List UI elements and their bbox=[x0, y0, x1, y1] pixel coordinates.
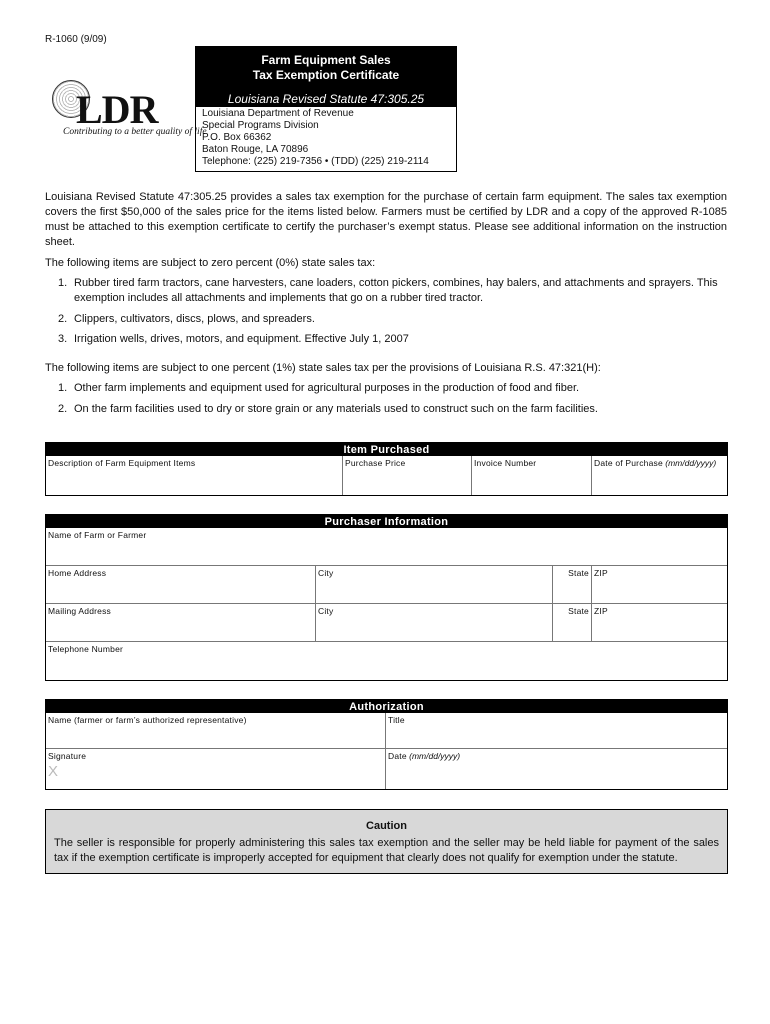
title-line-2: Tax Exemption Certificate bbox=[252, 68, 400, 82]
section-title: Authorization bbox=[46, 700, 727, 713]
one-rate-item: 1. Other farm implements and equipment used for agricultural purposes in the production of food and fiber. bbox=[58, 382, 580, 394]
zero-rate-item: 2. Clippers, cultivators, discs, plows, and spreaders. bbox=[58, 313, 315, 325]
zero-rate-item: 3. Irrigation wells, drives, motors, and equipment. Effective July 1, 2007 bbox=[58, 333, 409, 345]
statute: Louisiana Revised Statute 47:305.25 bbox=[227, 92, 425, 106]
representative-title-field[interactable]: Title bbox=[386, 713, 727, 749]
ldr-logo bbox=[50, 78, 207, 140]
zero-rate-heading: The following items are subject to zero percent (0%) state sales tax: bbox=[45, 257, 376, 269]
home-zip-field[interactable]: ZIP bbox=[592, 566, 727, 604]
mailing-zip-field[interactable]: ZIP bbox=[592, 604, 727, 642]
home-state-field[interactable]: State bbox=[553, 566, 592, 604]
mailing-address-field[interactable]: Mailing Address bbox=[46, 604, 316, 642]
title-line-1: Farm Equipment Sales bbox=[261, 53, 391, 67]
zero-rate-item: 1. Rubber tired farm tractors, cane harvesters, cane loaders, cotton pickers, combines, hay balers, and attachments and sprayers. This exemption includes all attachments and implements that go on a rubber tired tractor. bbox=[58, 277, 718, 304]
representative-name-field[interactable]: Name (farmer or farm’s authorized representative) bbox=[46, 713, 386, 749]
form-header bbox=[195, 46, 457, 172]
address-line: Louisiana Department of Revenue bbox=[202, 108, 354, 119]
agency-address bbox=[196, 107, 456, 168]
caution-title: Caution bbox=[366, 820, 407, 832]
mailing-state-field[interactable]: State bbox=[553, 604, 592, 642]
address-line: Telephone: (225) 219-7356 • (TDD) (225) 219-2114 bbox=[202, 156, 429, 167]
signature-field[interactable]: Signature X bbox=[46, 749, 386, 789]
section-title: Purchaser Information bbox=[46, 515, 727, 528]
one-rate-heading: The following items are subject to one percent (1%) state sales tax per the provisions of Louisiana R.S. 47:321(H): bbox=[45, 362, 601, 374]
authorization-section bbox=[45, 699, 728, 790]
address-line: P.O. Box 66362 bbox=[202, 132, 272, 143]
intro-paragraph: Louisiana Revised Statute 47:305.25 provides a sales tax exemption for the purchase of certain farm equipment. The sales tax exemption covers the first $50,000 of the sales price for the items listed below. Farmers must be certified by LDR and a copy of the approved R-1085 must be attached to this exemption certificate to certify the purchaser’s exempt status. Please see additional information on the instruction sheet. bbox=[45, 191, 727, 248]
one-rate-item: 2. On the farm facilities used to dry or store grain or any materials used to construct such on the farm facilities. bbox=[58, 403, 598, 415]
logo-text: LDR bbox=[76, 87, 158, 132]
purchase-date-field[interactable]: Date of Purchase (mm/dd/yyyy) bbox=[594, 458, 717, 468]
home-city-field[interactable]: City bbox=[316, 566, 553, 604]
telephone-field[interactable]: Telephone Number bbox=[48, 644, 124, 654]
item-purchased-section bbox=[45, 442, 728, 496]
logo-tagline: Contributing to a better quality of life bbox=[63, 127, 207, 137]
address-line: Baton Rouge, LA 70896 bbox=[202, 144, 309, 155]
caution-box bbox=[45, 809, 728, 874]
sign-here-mark: X bbox=[48, 763, 59, 780]
title-banner bbox=[196, 47, 456, 107]
farm-name-field[interactable]: Name of Farm or Farmer bbox=[46, 528, 727, 566]
mailing-city-field[interactable]: City bbox=[316, 604, 553, 642]
caution-text: The seller is responsible for properly administering this sales tax exemption and the seller may be held liable for payment of the sales tax if the exemption certificate is improperly accepted for equipment that clearly does not qualify for exemption under the statute. bbox=[54, 837, 719, 864]
form-number: R-1060 (9/09) bbox=[45, 34, 107, 45]
invoice-number-field[interactable]: Invoice Number bbox=[472, 456, 592, 495]
section-title: Item Purchased bbox=[46, 443, 727, 456]
equipment-description-field[interactable]: Description of Farm Equipment Items bbox=[46, 456, 343, 495]
home-address-field[interactable]: Home Address bbox=[46, 566, 316, 604]
purchaser-information-section bbox=[45, 514, 728, 681]
signature-date-field[interactable]: Date (mm/dd/yyyy) bbox=[388, 751, 461, 761]
address-line: Special Programs Division bbox=[202, 120, 319, 131]
purchase-price-field[interactable]: Purchase Price bbox=[343, 456, 472, 495]
